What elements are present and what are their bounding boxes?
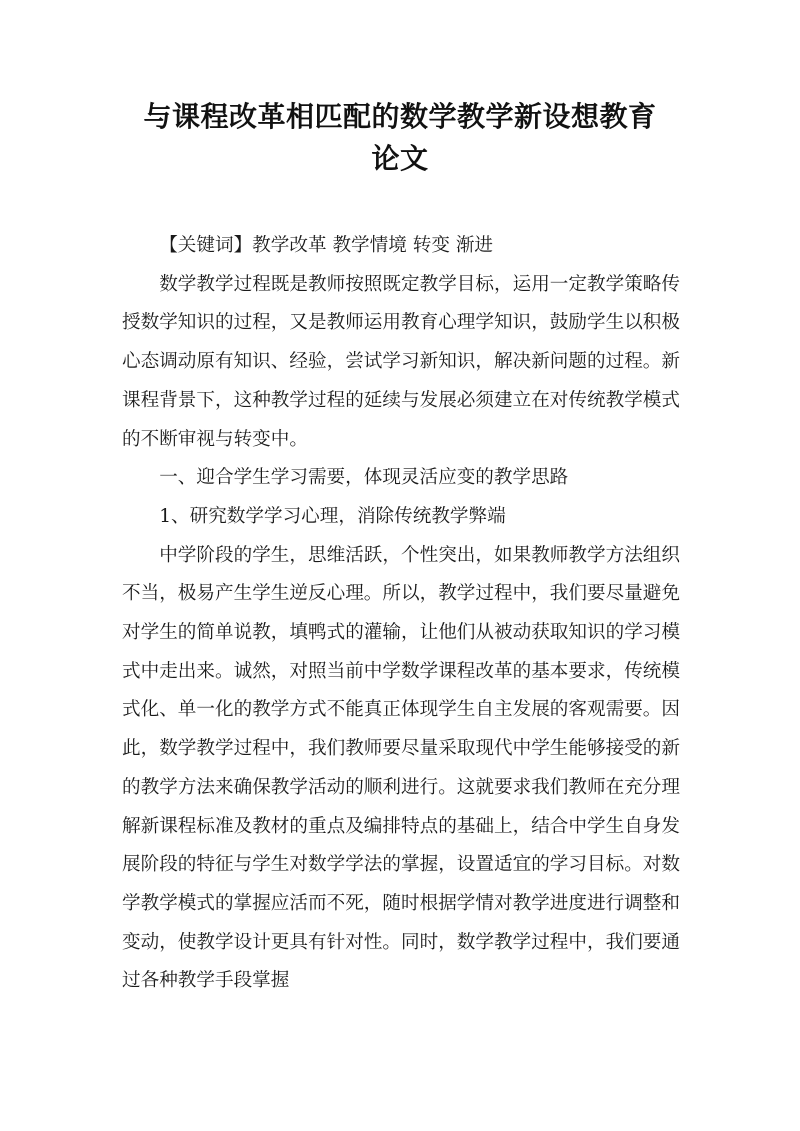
subsection-heading-1-1: 1、研究数学学习心理，消除传统教学弊端 <box>159 505 506 527</box>
intro-paragraph: 数学教学过程既是教师按照既定教学目标，运用一定教学策略传授数学知识的过程，又是教师运用教育心理学知识，鼓励学生以积极心态调动原有知识、经验，尝试学习新知识，解决新问题的过程。新课程背景下，这种教学过程的延续与发展必须建立在对传统教学模式的不断审视与转变中。 <box>122 273 680 450</box>
body-paragraph: 中学阶段的学生，思维活跃，个性突出，如果教师教学方法组织不当，极易产生学生逆反心理。所以，教学过程中，我们要尽量避免对学生的简单说教，填鸭式的灌输，让他们从被动获取知识的学习模式中走出来。诚然，对照当前中学数学课程改革的基本要求，传统模式化、单一化的教学方式不能真正体现学生自主发展的客观需要。因此，数学教学过程中，我们教师要尽量采取现代中学生能够接受的新的教学方法来确保教学活动的顺利进行。这就要求我们教师在充分理解新课程标准及教材的重点及编排特点的基础上，结合中学生自身发展阶段的特征与学生对数学学法的掌握，设置适宜的学习目标。对数学教学模式的掌握应活而不死，随时根据学情对教学进度进行调整和变动，使教学设计更具有针对性。同时，数学教学过程中，我们要通过各种教学手段掌握 <box>122 544 680 992</box>
title-line-1: 与课程改革相匹配的数学教学新设想教育 <box>143 100 657 133</box>
document-body <box>122 227 680 1001</box>
title-line-2: 论文 <box>371 142 429 175</box>
document-title <box>100 96 700 180</box>
keywords-line <box>122 227 680 266</box>
keywords-text: 【关键词】教学改革 教学情境 转变 渐进 <box>159 235 494 256</box>
section-heading-1: 一、迎合学生学习需要，体现灵活应变的教学思路 <box>159 467 569 489</box>
